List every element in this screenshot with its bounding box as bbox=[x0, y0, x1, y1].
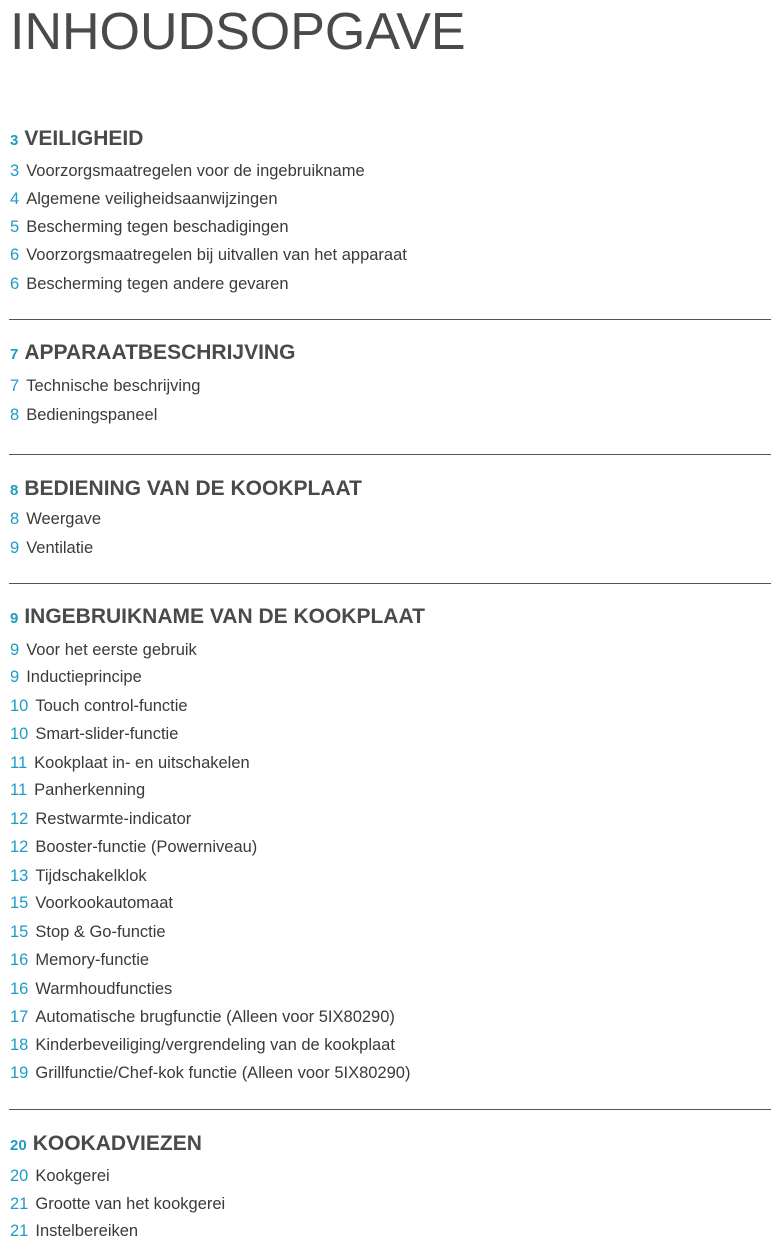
section-title: INGEBRUIKNAME VAN DE KOOKPLAAT bbox=[24, 605, 425, 628]
entry-label: Voor het eerste gebruik bbox=[26, 641, 197, 659]
entry-label: Voorzorgsmaatregelen bij uitvallen van het apparaat bbox=[26, 246, 407, 264]
entry-page-number: 6 bbox=[10, 275, 20, 293]
entry-page-number: 4 bbox=[10, 190, 20, 208]
toc-entry[interactable] bbox=[10, 923, 166, 945]
section-title: KOOKADVIEZEN bbox=[32, 1132, 202, 1155]
entry-label: Smart-slider-functie bbox=[35, 725, 179, 743]
entry-page-number: 16 bbox=[10, 951, 29, 969]
toc-entry[interactable] bbox=[10, 1222, 138, 1244]
entry-page-number: 5 bbox=[10, 218, 20, 236]
toc-entry[interactable] bbox=[10, 406, 157, 428]
toc-entry[interactable] bbox=[10, 539, 93, 561]
section-divider bbox=[9, 1109, 771, 1110]
toc-entry[interactable] bbox=[10, 810, 191, 832]
entry-page-number: 13 bbox=[10, 867, 29, 885]
entry-page-number: 10 bbox=[10, 697, 29, 715]
toc-entry[interactable] bbox=[10, 1167, 110, 1189]
section-title: APPARAATBESCHRIJVING bbox=[24, 341, 296, 364]
entry-page-number: 12 bbox=[10, 810, 29, 828]
toc-entry[interactable] bbox=[10, 1036, 395, 1058]
entry-label: Warmhoudfuncties bbox=[35, 980, 173, 998]
section-divider bbox=[9, 319, 771, 320]
entry-page-number: 16 bbox=[10, 980, 29, 998]
entry-label: Booster-functie (Powerniveau) bbox=[35, 838, 258, 856]
toc-entry[interactable] bbox=[10, 246, 407, 268]
entry-label: Kookgerei bbox=[35, 1167, 110, 1185]
entry-page-number: 9 bbox=[10, 539, 20, 557]
entry-page-number: 11 bbox=[10, 754, 28, 772]
entry-label: Bescherming tegen andere gevaren bbox=[26, 275, 289, 293]
entry-label: Weergave bbox=[26, 510, 102, 528]
section-page-number: 20 bbox=[10, 1137, 27, 1154]
entry-label: Voorkookautomaat bbox=[35, 894, 173, 912]
entry-page-number: 6 bbox=[10, 246, 20, 264]
section-page-number: 8 bbox=[10, 482, 19, 499]
section-divider bbox=[9, 454, 771, 455]
section-heading[interactable] bbox=[10, 1132, 202, 1162]
entry-label: Panherkenning bbox=[34, 781, 146, 799]
toc-entry[interactable] bbox=[10, 510, 101, 532]
toc-entry[interactable] bbox=[10, 668, 142, 690]
toc-entry[interactable] bbox=[10, 1195, 225, 1217]
toc-entry[interactable] bbox=[10, 838, 257, 860]
section-page-number: 7 bbox=[10, 346, 19, 363]
toc-entry[interactable] bbox=[10, 275, 289, 297]
toc-entry[interactable] bbox=[10, 894, 173, 916]
entry-label: Tijdschakelklok bbox=[35, 867, 147, 885]
entry-page-number: 21 bbox=[10, 1195, 29, 1213]
entry-label: Instelbereiken bbox=[35, 1222, 139, 1240]
entry-page-number: 8 bbox=[10, 406, 20, 424]
section-heading[interactable] bbox=[10, 605, 425, 635]
entry-page-number: 9 bbox=[10, 668, 20, 686]
toc-entry[interactable] bbox=[10, 781, 145, 803]
entry-page-number: 9 bbox=[10, 641, 20, 659]
entry-label: Technische beschrijving bbox=[26, 377, 201, 395]
entry-label: Bedieningspaneel bbox=[26, 406, 158, 424]
entry-label: Inductieprincipe bbox=[26, 668, 142, 686]
entry-label: Automatische brugfunctie (Alleen voor 5IX80290) bbox=[35, 1008, 395, 1026]
entry-page-number: 10 bbox=[10, 725, 29, 743]
entry-label: Touch control-functie bbox=[35, 697, 188, 715]
section-page-number: 3 bbox=[10, 132, 19, 149]
toc-entry[interactable] bbox=[10, 951, 149, 973]
entry-label: Ventilatie bbox=[26, 539, 94, 557]
entry-label: Memory-functie bbox=[35, 951, 150, 969]
entry-label: Kookplaat in- en uitschakelen bbox=[34, 754, 250, 772]
entry-page-number: 12 bbox=[10, 838, 29, 856]
entry-page-number: 20 bbox=[10, 1167, 29, 1185]
toc-entry[interactable] bbox=[10, 754, 250, 776]
section-page-number: 9 bbox=[10, 610, 19, 627]
entry-page-number: 8 bbox=[10, 510, 20, 528]
entry-label: Stop & Go-functie bbox=[35, 923, 166, 941]
section-divider bbox=[9, 583, 771, 584]
toc-entry[interactable] bbox=[10, 377, 200, 399]
section-heading[interactable] bbox=[10, 341, 295, 371]
entry-page-number: 15 bbox=[10, 894, 29, 912]
toc-entry[interactable] bbox=[10, 867, 147, 889]
toc-entry[interactable] bbox=[10, 697, 188, 719]
entry-page-number: 21 bbox=[10, 1222, 29, 1240]
toc-entry[interactable] bbox=[10, 218, 289, 240]
entry-page-number: 3 bbox=[10, 162, 20, 180]
entry-label: Algemene veiligheidsaanwijzingen bbox=[26, 190, 278, 208]
toc-entry[interactable] bbox=[10, 1008, 395, 1030]
entry-label: Bescherming tegen beschadigingen bbox=[26, 218, 289, 236]
entry-page-number: 17 bbox=[10, 1008, 29, 1026]
page-title: INHOUDSOPGAVE bbox=[10, 3, 466, 61]
entry-label: Grootte van het kookgerei bbox=[35, 1195, 226, 1213]
section-heading[interactable] bbox=[10, 127, 143, 157]
entry-label: Voorzorgsmaatregelen voor de ingebruikname bbox=[26, 162, 365, 180]
entry-label: Kinderbeveiliging/vergrendeling van de kookplaat bbox=[35, 1036, 395, 1054]
entry-label: Restwarmte-indicator bbox=[35, 810, 192, 828]
toc-entry[interactable] bbox=[10, 980, 172, 1002]
section-heading[interactable] bbox=[10, 477, 362, 507]
toc-entry[interactable] bbox=[10, 1064, 410, 1086]
entry-label: Grillfunctie/Chef-kok functie (Alleen voor 5IX80290) bbox=[35, 1064, 411, 1082]
toc-entry[interactable] bbox=[10, 162, 365, 184]
toc-entry[interactable] bbox=[10, 725, 178, 747]
toc-entry[interactable] bbox=[10, 641, 197, 663]
entry-page-number: 15 bbox=[10, 923, 29, 941]
entry-page-number: 19 bbox=[10, 1064, 29, 1082]
toc-entry[interactable] bbox=[10, 190, 278, 212]
entry-page-number: 18 bbox=[10, 1036, 29, 1054]
section-title: VEILIGHEID bbox=[24, 127, 144, 150]
entry-page-number: 7 bbox=[10, 377, 20, 395]
section-title: BEDIENING VAN DE KOOKPLAAT bbox=[24, 477, 362, 500]
entry-page-number: 11 bbox=[10, 781, 28, 799]
